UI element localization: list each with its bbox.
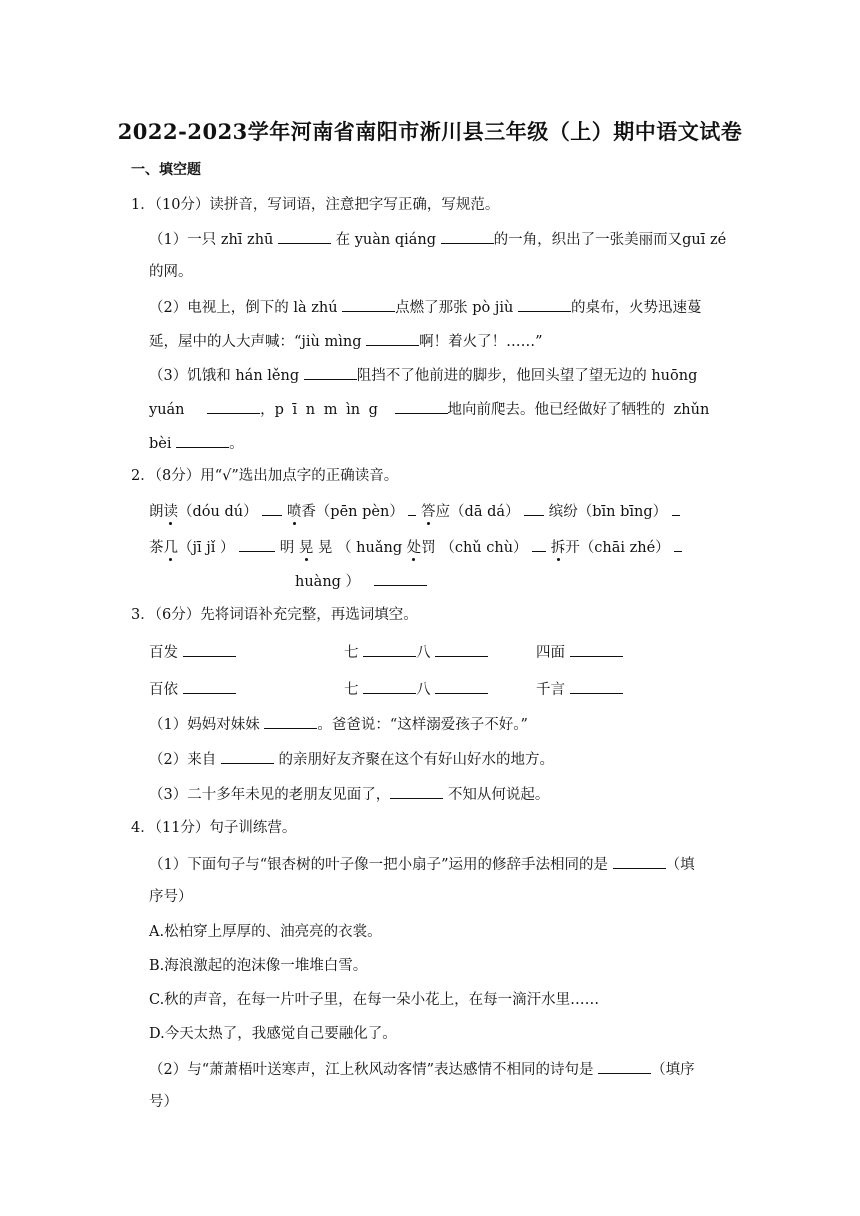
answer-blank[interactable] (390, 783, 443, 799)
answer-blank[interactable] (435, 641, 488, 657)
q3-idiom-4: 百依 (149, 678, 236, 700)
q3-idiom-1: 百发 (149, 641, 236, 663)
exam-title: 2022-2023学年河南省南阳市淅川县三年级（上）期中语文试卷 (117, 119, 743, 144)
answer-blank[interactable] (435, 678, 488, 694)
answer-blank[interactable] (613, 853, 666, 869)
answer-blank[interactable] (674, 536, 682, 552)
q1-line-2: 的网。 (149, 264, 193, 280)
answer-blank[interactable] (342, 296, 395, 312)
section-heading: 一、填空题 (131, 162, 201, 178)
q4-option-b: B.海浪激起的泡沫像一堆堆白雪。 (149, 958, 368, 974)
answer-blank[interactable] (183, 641, 236, 657)
q4-part-2-cont: 号） (149, 1094, 178, 1110)
answer-blank[interactable] (176, 432, 229, 448)
answer-blank[interactable] (524, 500, 544, 516)
answer-blank[interactable] (278, 228, 331, 244)
answer-blank[interactable] (408, 500, 416, 516)
q4-part-1: （1）下面句子与“银杏树的叶子像一把小扇子”运用的修辞手法相同的是 （填 (149, 853, 695, 875)
answer-blank[interactable] (570, 678, 623, 694)
q1-line-4: 延，屋中的人大声喊：“jiù mìng 啊！着火了！……” (149, 330, 543, 352)
answer-blank[interactable] (532, 536, 546, 552)
answer-blank[interactable] (598, 1058, 651, 1074)
q1-header: 1．（10分）读拼音，写词语，注意把字写正确，写规范。 (131, 197, 500, 213)
q1-line-6: yuán ，p ī n m ìn g 地向前爬去。他已经做好了牺牲的 zhǔn (149, 398, 709, 420)
answer-blank[interactable] (363, 641, 416, 657)
q4-part-2: （2）与“萧萧梧叶送寒声，江上秋风动客情”表达感情不相同的诗句是 （填序 (149, 1058, 695, 1080)
q3-sentence-1: （1）妈妈对妹妹 。爸爸说：“这样溺爱孩子不好。” (149, 713, 528, 735)
q3-idiom-5: 七 八 (344, 678, 488, 700)
q4-option-a: A.松柏穿上厚厚的、油亮亮的衣裳。 (149, 924, 382, 940)
q1-line-3: （2）电视上，倒下的 là zhú 点燃了那张 pò jiù 的桌布，火势迅速蔓 (149, 296, 701, 318)
q4-part-1-cont: 序号） (149, 889, 193, 905)
q3-idiom-3: 四面 (536, 641, 623, 663)
answer-blank[interactable] (570, 641, 623, 657)
answer-blank[interactable] (183, 678, 236, 694)
q3-idiom-6: 千言 (536, 678, 623, 700)
answer-blank[interactable] (221, 748, 274, 764)
q1-line-1: （1）一只 zhī zhū 在 yuàn qiáng 的一角，织出了一张美丽而又guī zé (149, 228, 726, 250)
answer-blank[interactable] (395, 398, 448, 414)
q1-line-5: （3）饥饿和 hán lěng 阻挡不了他前进的脚步，他回头望了望无边的 huōng (149, 364, 697, 386)
answer-blank[interactable] (366, 330, 419, 346)
q2-header: 2．（8分）用“√”选出加点字的正确读音。 (131, 468, 399, 484)
q4-header: 4．（11分）句子训练营。 (131, 820, 297, 836)
q2-row-1: 朗读（dóu dú） 喷香（pēn pèn） 答应（dā dá） 缤纷（bīn bīng） (149, 500, 680, 522)
q2-row-2: 茶几（jī jǐ ） 明 晃 晃 （ huǎng 处罚 （chǔ chù） 拆开（chāi zhé） (149, 536, 682, 558)
q4-option-d: D.今天太热了，我感觉自己要融化了。 (149, 1026, 397, 1042)
q4-option-c: C.秋的声音，在每一片叶子里，在每一朵小花上，在每一滴汗水里…… (149, 992, 600, 1008)
answer-blank[interactable] (239, 536, 275, 552)
answer-blank[interactable] (672, 500, 680, 516)
q3-sentence-3: （3）二十多年未见的老朋友见面了， 不知从何说起。 (149, 783, 549, 805)
answer-blank[interactable] (374, 570, 427, 586)
answer-blank[interactable] (262, 500, 282, 516)
answer-blank[interactable] (264, 713, 317, 729)
q1-line-7: bèi 。 (149, 432, 244, 454)
answer-blank[interactable] (304, 364, 357, 380)
q3-idiom-2: 七 八 (344, 641, 488, 663)
answer-blank[interactable] (207, 398, 260, 414)
q3-sentence-2: （2）来自 的亲朋好友齐聚在这个有好山好水的地方。 (149, 748, 554, 770)
answer-blank[interactable] (441, 228, 494, 244)
q3-header: 3．（6分）先将词语补充完整，再选词填空。 (131, 607, 418, 623)
answer-blank[interactable] (518, 296, 571, 312)
q2-row-3: huàng ） (295, 570, 427, 592)
answer-blank[interactable] (363, 678, 416, 694)
